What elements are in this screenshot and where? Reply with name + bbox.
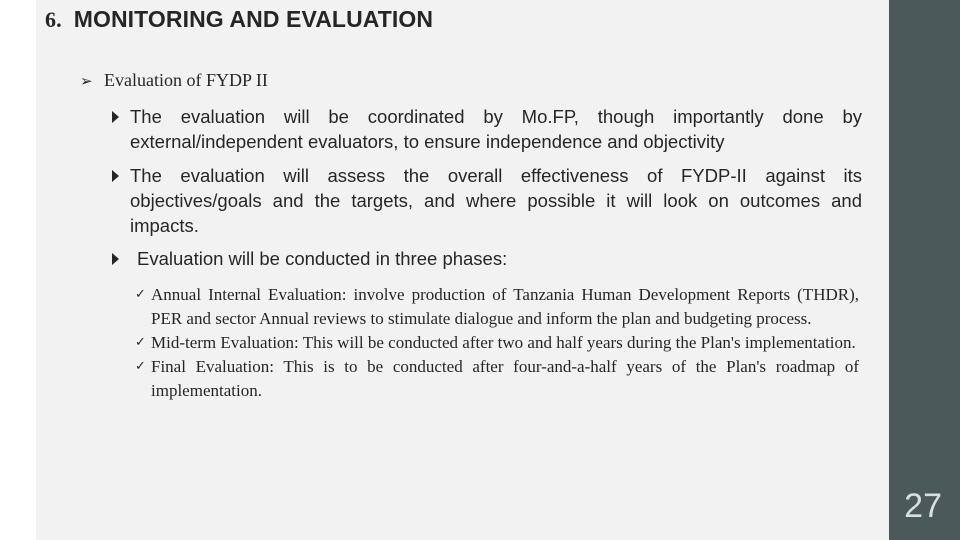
bullet-item [112, 163, 862, 238]
triangle-bullet-icon [112, 170, 119, 182]
title-number: 6. [45, 7, 62, 32]
checkmark-icon: ✓ [135, 335, 146, 350]
slide-title [45, 6, 433, 33]
bullet-item [112, 104, 862, 154]
phase-list [135, 283, 859, 403]
bullet-text: The evaluation will assess the overall effectiveness of FYDP-II against its objectives/goals and the targets, and where possible it will look on outcomes and impacts. [130, 165, 862, 236]
phase-item [135, 355, 859, 403]
side-panel [889, 0, 960, 540]
checkmark-icon: ✓ [135, 287, 146, 302]
triangle-bullet-icon [112, 111, 119, 123]
triangle-bullet-icon [112, 253, 119, 265]
phase-item [135, 283, 859, 331]
page-number: 27 [904, 487, 942, 525]
left-margin [0, 0, 36, 540]
checkmark-icon: ✓ [135, 359, 146, 374]
bullet-text: Evaluation will be conducted in three phases: [137, 248, 508, 269]
bullet-item [112, 246, 862, 271]
title-text: MONITORING AND EVALUATION [73, 6, 434, 32]
phase-text: Mid-term Evaluation: This will be conducted after two and half years during the Plan's implementation. [151, 333, 856, 352]
bullet-text: The evaluation will be coordinated by Mo.FP, though importantly done by external/independent evaluators, to ensure independence and objectivity [130, 106, 862, 152]
phase-text: Final Evaluation: This is to be conducted after four-and-a-half years of the Plan's roadmap of implementation. [151, 357, 859, 400]
section-heading-text: Evaluation of FYDP II [104, 70, 268, 90]
phase-item [135, 331, 859, 355]
section-heading [80, 70, 268, 91]
phase-text: Annual Internal Evaluation: involve production of Tanzania Human Development Reports (THDR), PER and sector Annual reviews to stimulate dialogue and inform the plan and budgeting process. [151, 285, 859, 328]
arrow-right-icon: ➢ [80, 72, 93, 90]
